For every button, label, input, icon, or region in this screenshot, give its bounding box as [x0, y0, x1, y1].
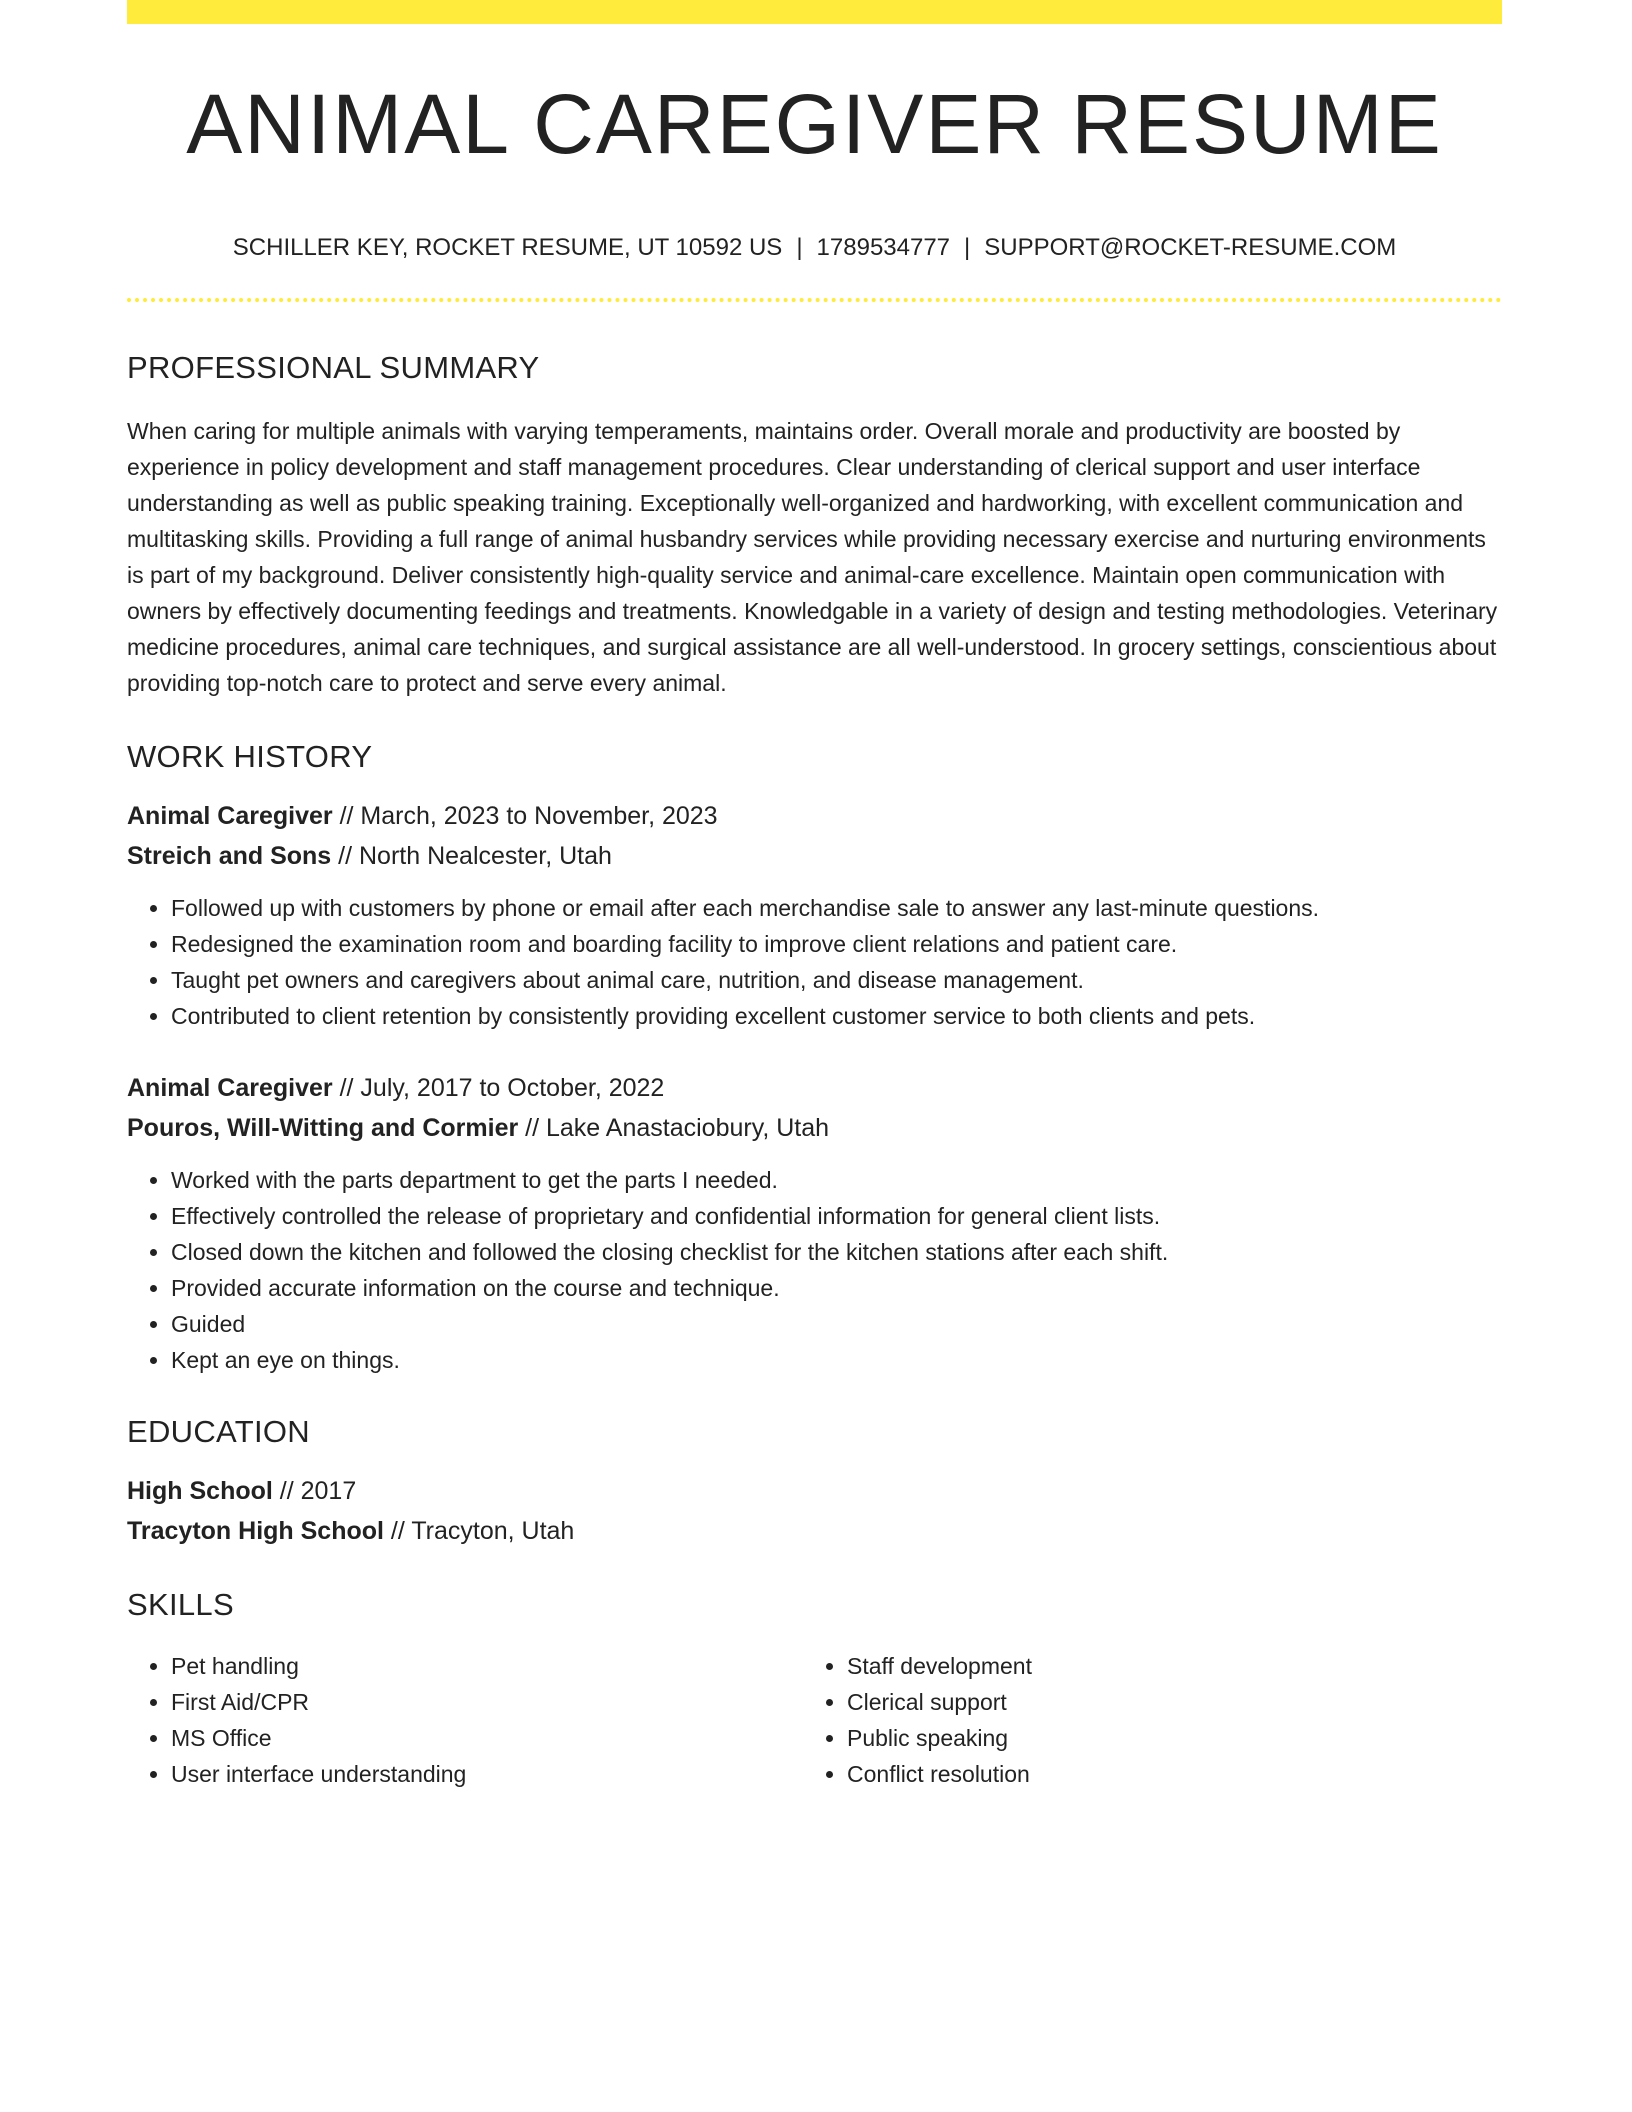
top-accent-bar	[127, 0, 1502, 24]
job-entry	[127, 796, 1502, 1034]
contact-address: SCHILLER KEY, ROCKET RESUME, UT 10592 US	[232, 234, 783, 261]
job-title-line	[127, 796, 1502, 836]
job-company: Streich and Sons	[127, 842, 332, 870]
education-school-line	[127, 1511, 1502, 1551]
skill-item: • First Aid/CPR	[171, 1684, 803, 1720]
summary-text: When caring for multiple animals with varying temperaments, maintains order. Overall morale and productivity are boosted by experience in policy development and staff management procedures. Clear understanding of clerical support and user interface understanding as well as public speaking training. Exceptionally well-organized and hardworking, with excellent communication and multitasking skills. Providing a full range of animal husbandry services while providing necessary exercise and nurturing environments is part of my background. Deliver consistently high-quality service and animal-care excellence. Maintain open communication with owners by effectively documenting feedings and treatments. Knowledgable in a variety of design and testing methodologies. Veterinary medicine procedures, animal care techniques, and surgical assistance are all well-understood. In grocery settings, conscientious about providing top-notch care to protect and serve every animal.	[127, 418, 1498, 696]
resume-page	[127, 0, 1502, 1792]
job-company-line	[127, 1108, 1502, 1148]
job-bullet: • Effectively controlled the release of proprietary and confidential information for general client lists.	[171, 1198, 1502, 1234]
job-company-line	[127, 836, 1502, 876]
skill-item: • MS Office	[171, 1720, 803, 1756]
contact-email: SUPPORT@ROCKET-RESUME.COM	[984, 234, 1397, 261]
skills-column-left	[127, 1648, 803, 1792]
education-year: // 2017	[272, 1477, 357, 1505]
contact-line	[127, 236, 1502, 260]
contact-separator: |	[964, 234, 971, 261]
job-bullet: • Followed up with customers by phone or email after each merchandise sale to answer any last-minute questions.	[171, 890, 1502, 926]
job-title: Animal Caregiver	[127, 802, 333, 830]
job-bullets	[127, 890, 1502, 1034]
job-title-line	[127, 1068, 1502, 1108]
job-company: Pouros, Will-Witting and Cormier	[127, 1114, 519, 1142]
resume-title: ANIMAL CAREGIVER RESUME	[186, 77, 1443, 171]
job-location: // Lake Anastaciobury, Utah	[518, 1114, 830, 1142]
summary-heading: PROFESSIONAL SUMMARY	[127, 350, 540, 385]
skill-item: • Staff development	[847, 1648, 1479, 1684]
education-entry	[127, 1471, 1502, 1551]
job-bullet: • Contributed to client retention by consistently providing excellent customer service to both clients and pets.	[171, 998, 1502, 1034]
education-school: Tracyton High School	[127, 1517, 384, 1545]
education-degree: High School	[127, 1477, 273, 1505]
skill-item: • Conflict resolution	[847, 1756, 1479, 1792]
skill-item: • User interface understanding	[171, 1756, 803, 1792]
skills-heading: SKILLS	[127, 1587, 234, 1622]
job-dates: // March, 2023 to November, 2023	[332, 802, 718, 830]
job-bullet: • Taught pet owners and caregivers about animal care, nutrition, and disease management.	[171, 962, 1502, 998]
education-location: // Tracyton, Utah	[383, 1517, 575, 1545]
job-bullet: • Redesigned the examination room and boarding facility to improve client relations and patient care.	[171, 926, 1502, 962]
contact-phone: 1789534777	[816, 234, 951, 261]
job-bullets	[127, 1162, 1502, 1378]
job-entry	[127, 1068, 1502, 1378]
job-title: Animal Caregiver	[127, 1074, 333, 1102]
skills-column-right	[803, 1648, 1479, 1792]
job-bullet: • Provided accurate information on the course and technique.	[171, 1270, 1502, 1306]
skill-item: • Clerical support	[847, 1684, 1479, 1720]
contact-separator: |	[796, 234, 803, 261]
education-degree-line	[127, 1471, 1502, 1511]
job-bullet: • Kept an eye on things.	[171, 1342, 1502, 1378]
job-dates: // July, 2017 to October, 2022	[332, 1074, 665, 1102]
job-bullet: • Worked with the parts department to get the parts I needed.	[171, 1162, 1502, 1198]
skill-item: • Pet handling	[171, 1648, 803, 1684]
header-divider	[127, 298, 1502, 302]
job-location: // North Nealcester, Utah	[331, 842, 612, 870]
education-heading: EDUCATION	[127, 1414, 310, 1449]
work-history-heading: WORK HISTORY	[127, 739, 373, 774]
job-bullet: • Closed down the kitchen and followed the closing checklist for the kitchen stations after each shift.	[171, 1234, 1502, 1270]
skills-list	[127, 1648, 1502, 1792]
job-bullet: • Guided	[171, 1306, 1502, 1342]
skill-item: • Public speaking	[847, 1720, 1479, 1756]
